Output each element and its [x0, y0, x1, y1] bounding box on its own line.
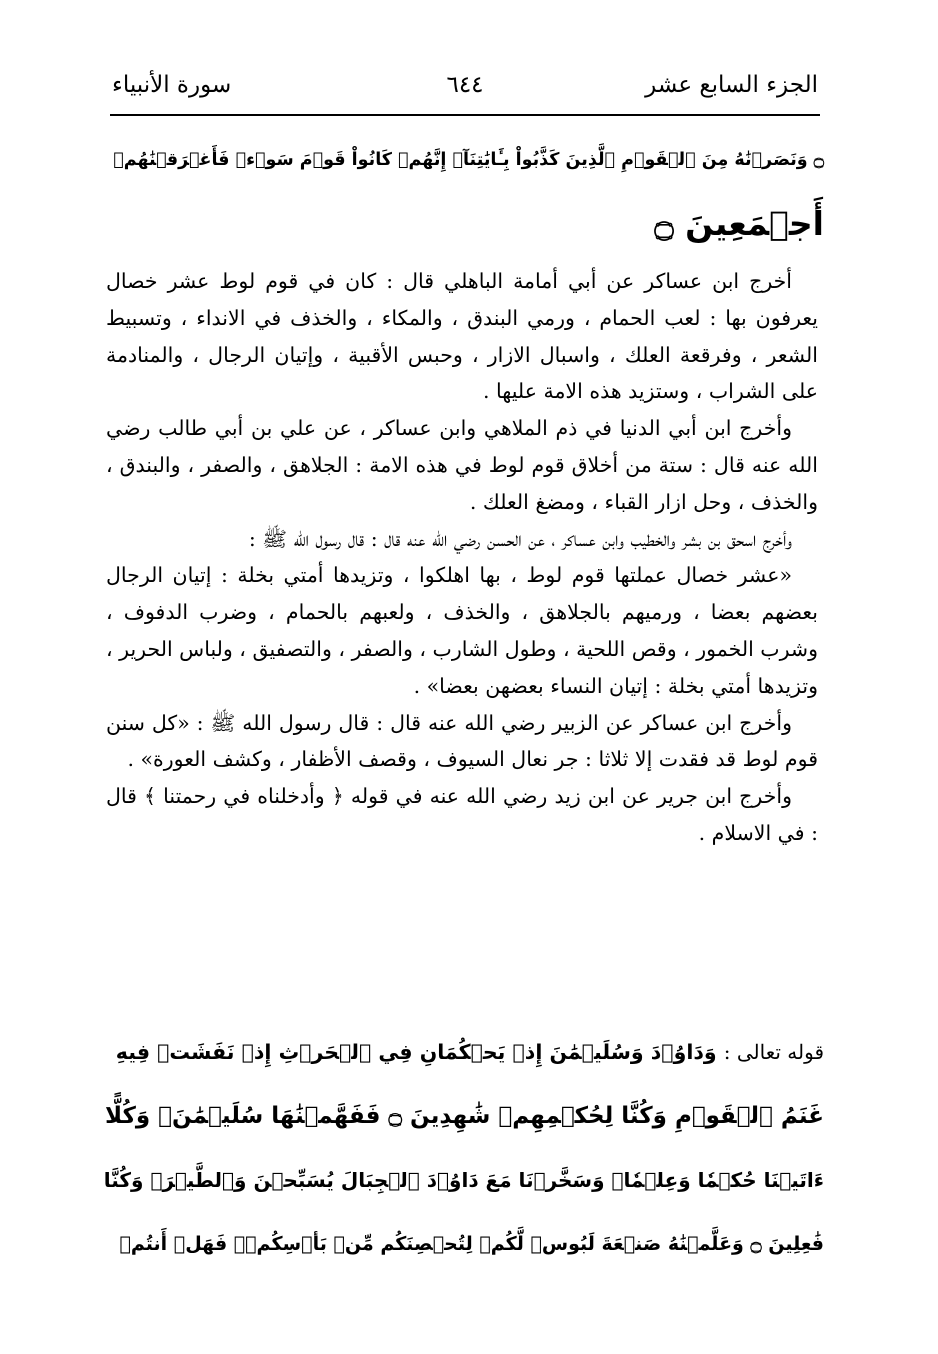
- quran-line: ءَاتَيۡنَا حُكۡمٗا وَعِلۡمٗاۚ وَسَخَّرۡنَا مَعَ دَاوُۥدَ ٱلۡجِبَالَ يُسَبِّحۡنَ وَٱلطَّيۡرَۚ وَكُنَّا: [103, 1168, 824, 1192]
- quran-line: فَٰعِلِينَ ۝ وَعَلَّمۡنَٰهُ صَنۡعَةَ لَبُوسٖ لَّكُمۡ لِتُحۡصِنَكُم مِّنۢ بَأۡسِكُمۡۖ فَهَلۡ أَنتُمۡ: [119, 1233, 824, 1255]
- hadith-quote: «عشر خصال عملتها قوم لوط ، بها اهلكوا ، وتزيدها أمتي بخلة : إتيان الرجال بعضهم بعضا ، ورميهم بالجلاهق ، والخذف ، ولعبهم بالحمام ، وضرب الدفوف ، وشرب الخمور ، وقص اللحية ، وطول الشارب ، والصفر ، والتصفيق ، ولباس الحرير ، وتزيدها أمتي بخلة : إتيان النساء بعضهن بعضا» .: [106, 563, 818, 698]
- juz-title: الجزء السابع عشر: [645, 72, 818, 98]
- paragraph: وأخرج ابن جرير عن ابن زيد رضي الله عنه في قوله ﴿ وأدخلناه في رحمتنا ﴾ قال : في الاسلام .: [106, 784, 818, 845]
- surah-title: سورة الأنبياء: [112, 72, 232, 98]
- quran-line: أَجۡمَعِينَ ۝: [654, 204, 824, 243]
- quran-line: غَنَمُ ٱلۡقَوۡمِ وَكُنَّا لِحُكۡمِهِمۡ شَٰهِدِينَ ۝ فَفَهَّمۡنَٰهَا سُلَيۡمَٰنَۚ وَكُلًّا: [105, 1103, 824, 1129]
- quran-verse-bottom: [104, 1020, 824, 1276]
- quran-line: وَدَاوُۥدَ وَسُلَيۡمَٰنَ إِذۡ يَحۡكُمَانِ فِي ٱلۡحَرۡثِ إِذۡ نَفَشَتۡ فِيهِ: [115, 1040, 717, 1064]
- page-header: [110, 70, 820, 106]
- paragraph: وأخرج اسحق بن بشر والخطيب وابن عساكر ، عن الحسن رضي الله عنه قال : قال رسول الله ﷺ :: [248, 526, 792, 551]
- page-number: ٦٤٤: [446, 72, 484, 98]
- header-divider: [110, 114, 820, 116]
- quran-verse-top: [104, 128, 824, 256]
- paragraph: وأخرج ابن عساكر عن الزبير رضي الله عنه قال : قال رسول الله ﷺ : «كل سنن قوم لوط قد فقدت إلا ثلاثا : جر نعال السيوف ، وقصف الأظفار ، وكشف العورة» .: [106, 710, 818, 772]
- verse-intro-label: قوله تعالى :: [723, 1040, 824, 1064]
- paragraph: أخرج ابن عساكر عن أبي أمامة الباهلي قال : كان في قوم لوط عشر خصال يعرفون بها : لعب الحمام ، ورمي البندق ، والمكاء ، والخذف في الانداء ، وتسبيط الشعر ، وفرقعة العلك ، واسبال الازار ، وحبس الأقبية ، وإتيان الرجال ، والمنادمة على الشراب ، وستزيد هذه الامة عليها .: [106, 269, 818, 404]
- quran-line: ۝ وَنَصَرۡنَٰهُ مِنَ ٱلۡقَوۡمِ ٱلَّذِينَ كَذَّبُواْ بِـَٔايَٰتِنَآۚ إِنَّهُمۡ كَانُواْ قَوۡمَ سَوۡءٖ فَأَغۡرَقۡنَٰهُمۡ: [113, 150, 824, 170]
- commentary-text: [106, 263, 818, 852]
- paragraph: وأخرج ابن أبي الدنيا في ذم الملاهي وابن عساكر ، عن علي بن أبي طالب رضي الله عنه قال : ستة من أخلاق قوم لوط في هذه الامة : الجلاهق ، والصفر ، والبندق ، والخذف ، وحل ازار القباء ، ومضغ العلك .: [106, 416, 818, 514]
- quran-line-with-label: [104, 1020, 824, 1084]
